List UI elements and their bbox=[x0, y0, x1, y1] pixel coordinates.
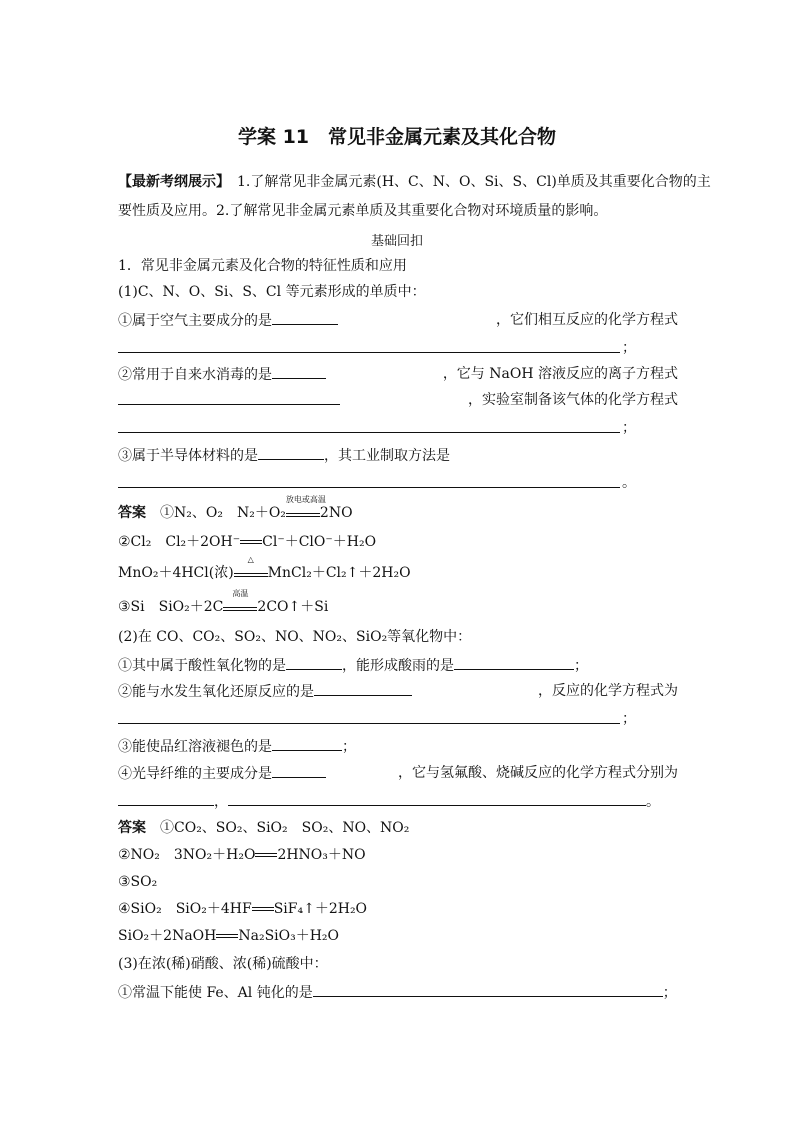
answer-1-text: ①N₂、O₂ N₂＋O₂ bbox=[146, 505, 286, 521]
answer-2-product-4: SiF₄↑＋2H₂O bbox=[273, 901, 368, 917]
q1-b-answer-rule[interactable] bbox=[118, 432, 620, 433]
q1-h-blank[interactable] bbox=[313, 982, 663, 997]
q1-h-semicolon: ； bbox=[662, 985, 677, 1001]
answer-2-product-2: 2HNO₃＋NO bbox=[277, 847, 366, 863]
reaction-condition: 高温 bbox=[232, 589, 249, 598]
outline-line-1 bbox=[118, 172, 711, 192]
reaction-condition: 放电或高温 bbox=[285, 495, 326, 504]
answer-1-product: 2NO bbox=[319, 505, 353, 521]
answer-2b-text: MnO₂＋4HCl(浓) bbox=[118, 565, 234, 581]
q1-d-line bbox=[118, 655, 678, 676]
q1-h-prefix: ①常温下能使 Fe、Al 钝化的是 bbox=[118, 985, 313, 1001]
q1-b-line bbox=[118, 364, 678, 385]
reaction-condition: △ bbox=[247, 555, 254, 564]
answer-label: 答案 bbox=[118, 820, 146, 836]
answer-2-text-2: ②NO₂ 3NO₂＋H₂O bbox=[118, 847, 256, 863]
q1-d-mid: ，能形成酸雨的是 bbox=[342, 658, 454, 674]
q1-b-mid: ，它与 NaOH 溶液反应的离子方程式 bbox=[442, 366, 678, 382]
q1-b-ion-blank[interactable] bbox=[118, 390, 340, 405]
q1-f-prefix: ③能使品红溶液褪色的是 bbox=[118, 739, 272, 755]
q1-f-line bbox=[118, 736, 678, 757]
q1-c-suffix: ，其工业制取方法是 bbox=[324, 448, 450, 464]
q1-a-line bbox=[118, 310, 678, 331]
answer-2-product: Cl⁻＋ClO⁻＋H₂O bbox=[262, 534, 377, 550]
reaction-condition-arrow bbox=[234, 555, 268, 577]
q1-c-answer-rule[interactable] bbox=[118, 487, 620, 488]
answer-3-product: 2CO↑＋Si bbox=[257, 599, 329, 615]
q1-g-hf-blank[interactable] bbox=[118, 791, 214, 806]
answer-2-row-5 bbox=[118, 926, 678, 946]
q1-g-naoh-blank[interactable] bbox=[228, 791, 646, 806]
q1-e-blank[interactable] bbox=[314, 681, 412, 696]
q1-e-line bbox=[118, 681, 678, 702]
q1-a-answer-rule[interactable] bbox=[118, 352, 620, 353]
q1-a-prefix: ①属于空气主要成分的是 bbox=[118, 313, 272, 329]
answer-2-product-5: Na₂SiO₃＋H₂O bbox=[238, 928, 340, 944]
q1-c-blank[interactable] bbox=[258, 445, 324, 460]
q1-b-line-2 bbox=[118, 390, 678, 410]
q1-g-line-2 bbox=[118, 791, 678, 812]
q1-c-line bbox=[118, 445, 678, 466]
question-1-part-2-intro: (2)在 CO、CO₂、SO₂、NO、NO₂、SiO₂等氧化物中： bbox=[118, 629, 472, 645]
answer-1-row-1 bbox=[118, 495, 678, 523]
outline-line-2: 要性质及应用。2.了解常见非金属元素单质及其重要化合物对环境质量的影响。 bbox=[118, 203, 608, 219]
answer-1-row-4 bbox=[118, 589, 678, 617]
q1-a-blank[interactable] bbox=[272, 310, 338, 325]
question-1-part-3-intro: (3)在浓(稀)硝酸、浓(稀)硫酸中： bbox=[118, 956, 328, 972]
q1-g-prefix: ④光导纤维的主要成分是 bbox=[118, 766, 272, 782]
answer-1-row-3 bbox=[118, 555, 678, 583]
question-1-heading: 1．常见非金属元素及化合物的特征性质和应用 bbox=[118, 258, 407, 274]
answer-1-row-2 bbox=[118, 532, 678, 552]
q1-g-blank[interactable] bbox=[272, 763, 326, 778]
q1-e-answer-rule[interactable] bbox=[118, 723, 620, 724]
answer-2-row-4 bbox=[118, 899, 678, 919]
answer-2-row-1 bbox=[118, 818, 678, 838]
q1-g-line bbox=[118, 763, 678, 784]
answer-2-text-1: ①CO₂、SO₂、SiO₂ SO₂、NO、NO₂ bbox=[146, 820, 410, 836]
answer-2-row-3: ③SO₂ bbox=[118, 874, 158, 890]
q1-e-suffix: ，反应的化学方程式为 bbox=[538, 683, 678, 699]
q1-d-semicolon: ； bbox=[574, 658, 588, 674]
q1-c-prefix: ③属于半导体材料的是 bbox=[118, 448, 258, 464]
outline-tag: 【最新考纲展示】 bbox=[118, 174, 223, 190]
q1-g-suffix: ，它与氢氟酸、烧碱反应的化学方程式分别为 bbox=[398, 765, 678, 781]
page-title: 学案 11 常见非金属元素及其化合物 bbox=[237, 126, 557, 148]
q1-f-blank[interactable] bbox=[272, 736, 342, 751]
question-1-part-1-intro: (1)C、N、O、Si、S、Cl 等元素形成的单质中： bbox=[118, 284, 426, 300]
q1-g-comma: ， bbox=[214, 794, 228, 810]
q1-e-semicolon: ； bbox=[622, 711, 636, 727]
q1-h-line bbox=[118, 982, 678, 1003]
answer-2-text-5: SiO₂＋2NaOH bbox=[118, 928, 217, 944]
answer-2b-product: MnCl₂＋Cl₂↑＋2H₂O bbox=[267, 565, 411, 581]
q1-f-semicolon: ； bbox=[342, 739, 356, 755]
q1-d-prefix: ①其中属于酸性氧化物的是 bbox=[118, 658, 286, 674]
answer-3-text: ③Si SiO₂＋2C bbox=[118, 599, 224, 615]
q1-e-prefix: ②能与水发生氧化还原反应的是 bbox=[118, 684, 314, 700]
q1-a-semicolon: ； bbox=[622, 340, 636, 356]
q1-d-blank[interactable] bbox=[286, 655, 342, 670]
q1-b-blank[interactable] bbox=[272, 364, 326, 379]
q1-g-period: 。 bbox=[646, 794, 660, 810]
q1-c-period: 。 bbox=[622, 475, 636, 491]
answer-2-text: ②Cl₂ Cl₂＋2OH⁻ bbox=[118, 534, 241, 550]
q1-a-suffix: ，它们相互反应的化学方程式 bbox=[496, 312, 678, 328]
q1-b-semicolon: ； bbox=[622, 420, 636, 436]
answer-2-text-4: ④SiO₂ SiO₂＋4HF bbox=[118, 901, 252, 917]
reaction-condition-arrow bbox=[285, 495, 326, 517]
q1-d-acid-rain-blank[interactable] bbox=[454, 655, 574, 670]
q1-b-cont: ，实验室制备该气体的化学方程式 bbox=[468, 392, 678, 408]
section-heading: 基础回扣 bbox=[370, 234, 423, 249]
answer-label: 答案 bbox=[118, 505, 146, 521]
q1-b-prefix: ②常用于自来水消毒的是 bbox=[118, 367, 272, 383]
reaction-condition-arrow bbox=[223, 589, 257, 611]
outline-text-1: 1.了解常见非金属元素(H、C、N、O、Si、S、Cl)单质及其重要化合物的主 bbox=[223, 174, 711, 190]
answer-2-row-2 bbox=[118, 845, 678, 865]
